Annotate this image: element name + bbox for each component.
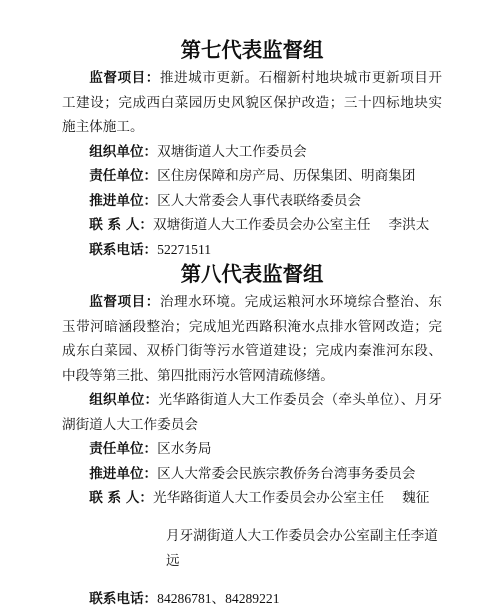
project-row [62, 290, 442, 388]
promo-row [62, 462, 442, 487]
project-label: 监督项目： [89, 294, 160, 310]
project-text: 治理水环境。完成运粮河水环境综合整治、东玉带河暗涵段整治；完成旭光西路积淹水点排水管网改造；完成东白菜园、双桥门街等污水管道建设；完成内秦淮河东段、中段等第三批、第四批雨污水管网清疏修缮。 [62, 294, 442, 384]
contact-role: 光华路街道人大工作委员会办公室主任 [153, 490, 385, 506]
promo-text: 区人大常委会人事代表联络委员会 [157, 192, 362, 209]
contact2-text: 月牙湖街道人大工作委员会办公室副主任李道远 [166, 528, 438, 569]
phone-label: 联系电话： [89, 241, 158, 258]
resp-label: 责任单位： [89, 168, 158, 184]
org-row [62, 140, 442, 165]
project-text: 推进城市更新。石榴新村地块城市更新项目开工建设；完成西白菜园历史风貌区保护改造；三十四标地块实施主体施工。 [62, 70, 442, 135]
promo-label: 推进单位： [89, 465, 158, 482]
resp-row [62, 164, 442, 189]
promo-row [62, 189, 442, 214]
org-label: 组织单位： [89, 143, 158, 160]
promo-label: 推进单位： [89, 192, 158, 209]
resp-text: 区住房保障和房产局、历保集团、明商集团 [157, 168, 416, 184]
phone-row [62, 587, 442, 611]
contact-name: 李洪太 [388, 217, 430, 233]
contact-label: 联 系 人： [89, 490, 154, 506]
org-text: 双塘街道人大工作委员会 [157, 143, 307, 160]
contact-row [62, 213, 442, 238]
phone-row [62, 238, 442, 263]
phone-text: 84286781、84289221 [157, 590, 280, 606]
resp-row [62, 437, 442, 462]
promo-text: 区人大常委会民族宗教侨务台湾事务委员会 [157, 465, 416, 482]
contact-second-row [62, 524, 442, 573]
resp-text: 区水务局 [157, 441, 212, 457]
phone-text: 52271511 [157, 241, 212, 257]
contact-name: 魏征 [402, 490, 430, 506]
contact-role: 双塘街道人大工作委员会办公室主任 [153, 217, 371, 233]
contact-row [62, 486, 442, 511]
org-label: 组织单位： [89, 392, 159, 408]
resp-label: 责任单位： [89, 441, 158, 457]
section-seventh-group [62, 40, 442, 262]
section-title: 第七代表监督组 [180, 38, 324, 62]
project-row [62, 66, 442, 140]
section-title: 第八代表监督组 [180, 262, 324, 286]
contact-label: 联 系 人： [89, 217, 154, 233]
org-text: 光华路街道人大工作委员会（牵头单位）、月牙湖街道人大工作委员会 [62, 392, 442, 433]
org-row [62, 388, 442, 437]
section-eighth-group [62, 264, 442, 611]
phone-label: 联系电话： [89, 590, 158, 607]
project-label: 监督项目： [89, 70, 160, 86]
